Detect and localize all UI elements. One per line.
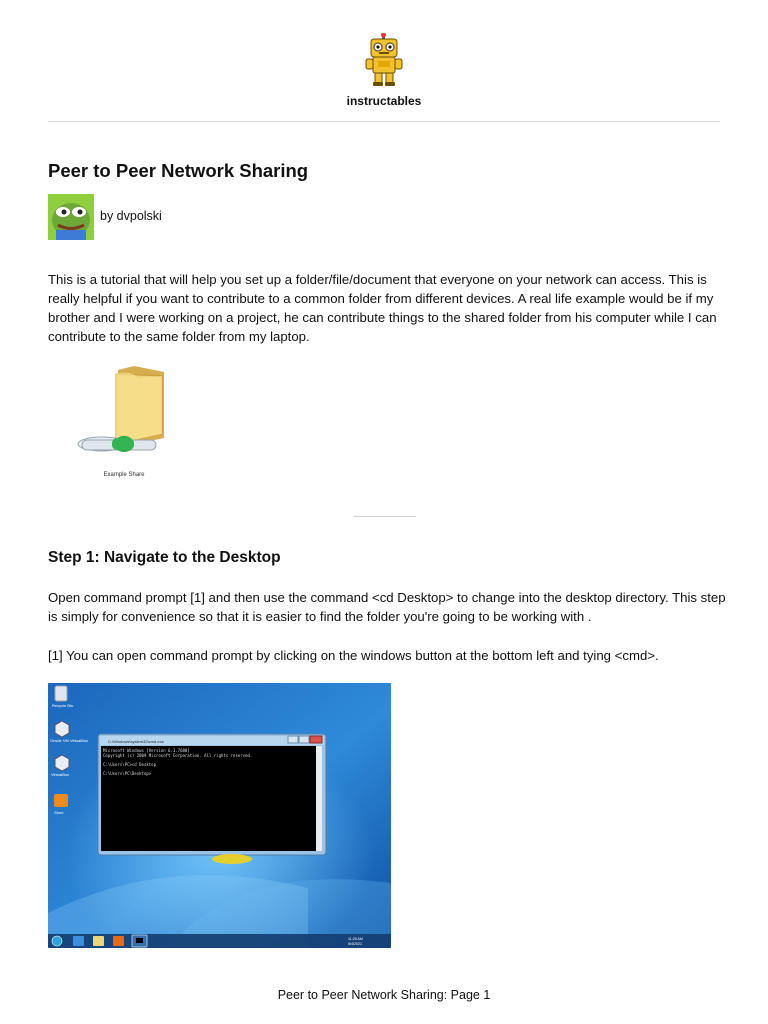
svg-text:VirtualBox: VirtualBox bbox=[51, 772, 70, 777]
close-button[interactable] bbox=[310, 736, 322, 743]
step-1-note: [1] You can open command prompt by clicking on the windows button at the bottom left and tying <cmd>. bbox=[48, 648, 659, 663]
svg-text:C:\Users\PC\Desktop>: C:\Users\PC\Desktop> bbox=[103, 771, 152, 776]
intro-paragraph: This is a tutorial that will help you set up a folder/file/document that everyone on your network can access. This is really helpful if you want to contribute to a common folder from different devices. A real life example would be if my brother and I were working on a project, he can contribute things to the shared folder from his computer while I can contribute to the same folder from my laptop. bbox=[48, 272, 717, 344]
image-caption: Example Share bbox=[103, 472, 145, 478]
svg-text:Oracle VM VirtualBox: Oracle VM VirtualBox bbox=[50, 738, 89, 743]
author-byline[interactable]: by dvpolski bbox=[100, 209, 162, 223]
instructables-robot-logo[interactable] bbox=[362, 33, 406, 87]
start-button[interactable] bbox=[52, 936, 62, 946]
svg-text:Store: Store bbox=[54, 810, 64, 815]
minimize-button[interactable] bbox=[288, 736, 298, 743]
svg-text:Copyright (c) 2009 Microsoft C: Copyright (c) 2009 Microsoft Corporation. All rights reserved. bbox=[103, 753, 253, 758]
desktop-screenshot[interactable] bbox=[48, 683, 391, 948]
site-name[interactable]: instructables bbox=[346, 94, 422, 108]
step-1-title: Step 1: Navigate to the Desktop bbox=[48, 549, 281, 566]
page-title: Peer to Peer Network Sharing bbox=[48, 160, 309, 181]
cmd-scrollbar[interactable] bbox=[316, 746, 322, 851]
section-divider bbox=[354, 516, 416, 517]
taskbar-ie-icon[interactable] bbox=[73, 936, 84, 946]
svg-text:C:\Users\PC>cd Desktop: C:\Users\PC>cd Desktop bbox=[103, 762, 156, 767]
shared-folder-image bbox=[72, 362, 176, 480]
cmd-window[interactable] bbox=[98, 734, 326, 855]
clock-time: 11:25 AM bbox=[348, 937, 363, 941]
author-avatar[interactable] bbox=[48, 194, 94, 240]
taskbar-explorer-icon[interactable] bbox=[93, 936, 104, 946]
maximize-button[interactable] bbox=[299, 736, 309, 743]
cmd-window-title: C:\Windows\system32\cmd.exe bbox=[108, 739, 164, 744]
page-footer: Peer to Peer Network Sharing: Page 1 bbox=[277, 988, 491, 1002]
taskbar-media-icon[interactable] bbox=[113, 936, 124, 946]
header-divider bbox=[48, 121, 720, 122]
svg-text:Microsoft Windows [Version 6.1: Microsoft Windows [Version 6.1.7600] bbox=[103, 748, 190, 753]
svg-text:Recycle Bin: Recycle Bin bbox=[52, 703, 74, 708]
step-1-body: Open command prompt [1] and then use the command <cd Desktop> to change into the desktop directory. This step is simply for convenience so that it is easier to find the folder you're going to be working with . bbox=[48, 590, 726, 624]
clock-date: 5/4/2021 bbox=[348, 942, 362, 946]
